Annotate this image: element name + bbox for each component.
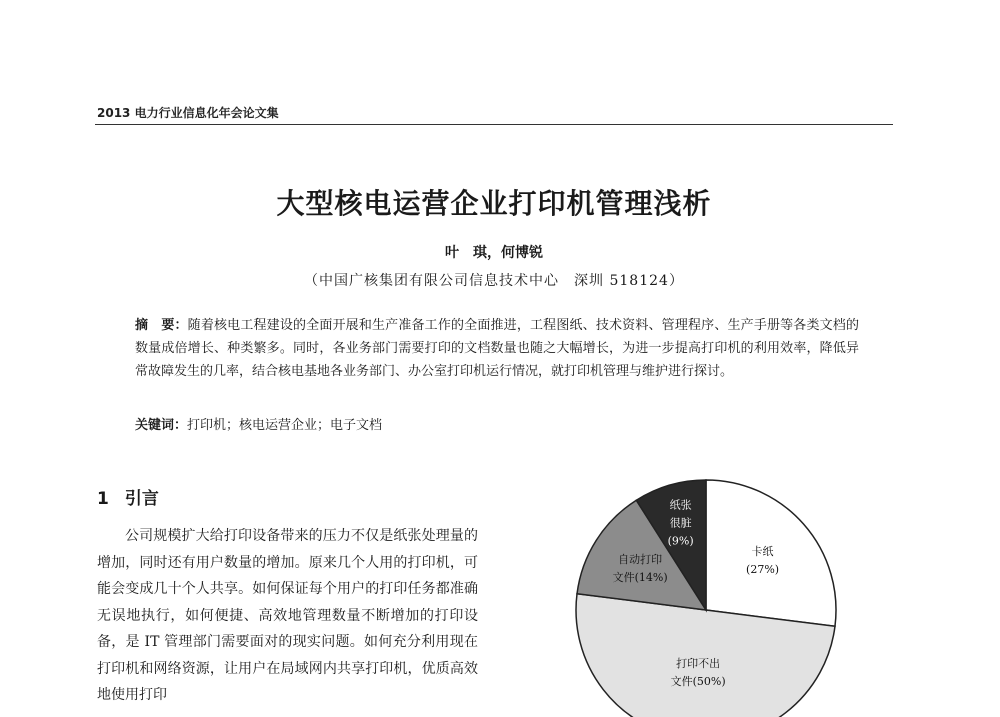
intro-paragraph: 公司规模扩大给打印设备带来的压力不仅是纸张处理量的增加，同时还有用户数量的增加。原来几个人用的打印机，可能会变成几十个人共享。如何保证每个用户的打印任务都准确无误地执行，如何便捷、高效地管理数量不断增加的打印设备，是 IT 管理部门需要面对的现实问题。如何充分利用现在打印机和网络资源，让用户在局域网内共享打印机，优质高效地使用打印: [97, 528, 478, 703]
affiliation: （中国广核集团有限公司信息技术中心 深圳 518124）: [304, 273, 684, 289]
pie-slice-label: 卡纸(27%): [746, 545, 780, 577]
section-number: 1: [97, 489, 109, 509]
running-head: 2013 电力行业信息化年会论文集: [97, 106, 279, 120]
abstract: [135, 314, 859, 383]
section-title: 引言: [124, 489, 159, 509]
keywords-label: 关键词：: [135, 418, 188, 433]
section-heading: [97, 484, 159, 509]
abstract-label: 摘 要：: [135, 318, 188, 333]
paper-title: 大型核电运营企业打印机管理浅析: [276, 187, 712, 220]
authors: 叶 琪，何博锐: [445, 245, 543, 261]
abstract-text: 随着核电工程建设的全面开展和生产准备工作的全面推进，工程图纸、技术资料、管理程序、生产手册等各类文档的数量成倍增长、种类繁多。同时，各业务部门需要打印的文档数量也随之大幅增长，为进一步提高打印机的利用效率，降低异常故障发生的几率，结合核电基地各业务部门、办公室打印机运行情况，就打印机管理与维护进行探讨。: [135, 318, 859, 379]
keywords-text: 打印机；核电运营企业；电子文档: [187, 418, 383, 433]
pie-slice-label: 打印不出文件(50%): [670, 656, 726, 688]
pie-chart: [573, 477, 840, 717]
pie-slice-label: 纸张很脏(9%): [667, 498, 694, 548]
header-rule: [95, 124, 893, 125]
pie-slice-label: 自动打印文件(14%): [612, 553, 668, 585]
keywords: [135, 414, 859, 437]
